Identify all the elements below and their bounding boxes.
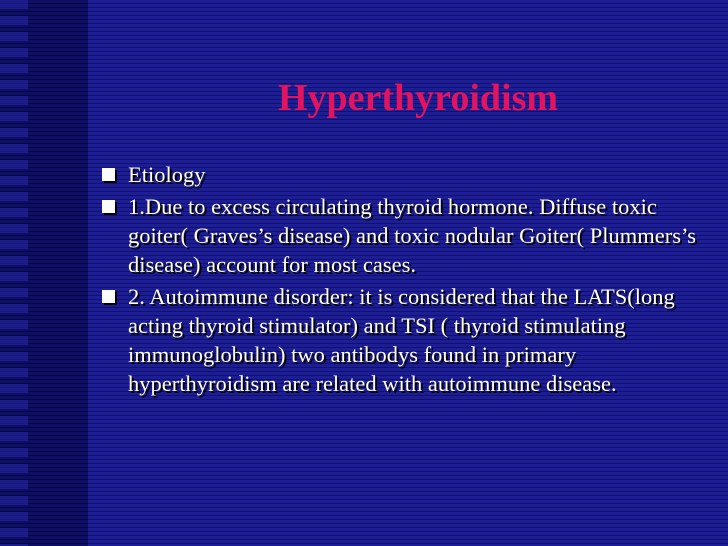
bullet-list (102, 160, 702, 401)
left-decorative-band (0, 0, 88, 546)
square-bullet-icon (102, 290, 115, 303)
slide-title: Hyperthyroidism (277, 77, 559, 119)
square-bullet-icon (102, 200, 115, 213)
bullet-text: 2. Autoimmune disorder: it is considered that the LATS(long acting thyroid stimulator) and TSI ( thyroid stimulating immunoglobulin) two antibodys found in primary hyperthyroidism are related with autoimmune disease. (128, 284, 675, 396)
bullet-item-autoimmune (102, 282, 702, 398)
bullet-text: 1.Due to excess circulating thyroid hormone. Diffuse toxic goiter( Graves’s disease) and toxic nodular Goiter( Plummers’s disease) account for most cases. (128, 194, 696, 277)
square-bullet-icon (102, 168, 115, 181)
bullet-text: Etiology (128, 162, 206, 187)
bullet-item-etiology (102, 160, 702, 189)
bullet-item-excess-hormone (102, 192, 702, 279)
